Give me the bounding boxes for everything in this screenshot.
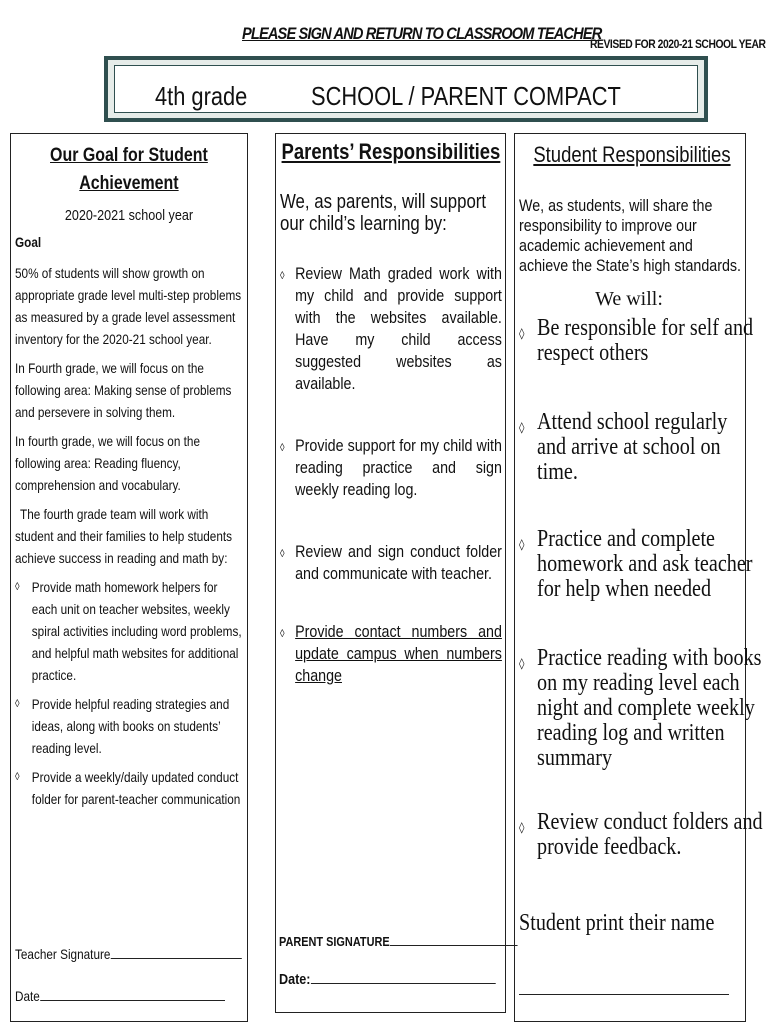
- list-item: [519, 527, 767, 602]
- diamond-bullet-icon: ◊: [519, 421, 525, 434]
- we-will-label: We will:: [595, 288, 663, 310]
- signature-line: [390, 931, 518, 946]
- school-year: 2020-2021 school year: [64, 207, 194, 224]
- list-item-text: Provide a weekly/daily updated conduct folder for parent-teacher communication: [31, 769, 241, 807]
- revision-note: REVISED FOR 2020-21 SCHOOL YEAR: [590, 37, 766, 51]
- title-inner-border: [114, 65, 698, 113]
- student-column: [514, 133, 763, 1022]
- return-instruction: PLEASE SIGN AND RETURN TO CLASSROOM TEACHER: [242, 24, 602, 43]
- list-item-text: Practice reading with books on my reading level each night and complete weekly reading log and written summary: [537, 645, 762, 771]
- teacher-signature-field[interactable]: [15, 944, 241, 962]
- parent-column: [275, 133, 506, 1013]
- list-item-text: Be responsible for self and respect others: [537, 315, 754, 366]
- list-item-text: Review Math graded work with my child and provide support with the websites available. Have my child access suggested websites as available.: [295, 264, 502, 393]
- list-item-text: Provide helpful reading strategies and ideas, along with books on students’ reading level.: [31, 696, 230, 756]
- student-name-line[interactable]: [519, 994, 729, 995]
- parent-column-heading: Parents’ Responsibilities: [281, 139, 501, 164]
- diamond-bullet-icon: ◊: [519, 821, 525, 834]
- diamond-bullet-icon: ◊: [280, 442, 285, 454]
- student-intro: We, as students, will share the responsibility to improve our academic achievement and achieve the State’s high standards.: [519, 196, 742, 275]
- diamond-bullet-icon: ◊: [280, 628, 285, 640]
- list-item: [280, 621, 502, 687]
- list-item: [280, 263, 502, 395]
- diamond-bullet-icon: ◊: [519, 657, 525, 670]
- list-item-text: Provide math homework helpers for each unit on teacher websites, weekly spiral activities including word problems, and helpful math websites for additional practice.: [31, 579, 242, 683]
- diamond-bullet-icon: ◊: [15, 771, 20, 783]
- goal-paragraph: The fourth grade team will work with student and their families to help students achieve success in reading and math by:: [15, 506, 233, 566]
- list-item: [280, 435, 502, 501]
- goal-paragraph: In fourth grade, we will focus on the following area: Reading fluency, comprehension and vocabulary.: [15, 433, 200, 493]
- diamond-bullet-icon: ◊: [280, 548, 285, 560]
- teacher-date-field[interactable]: [15, 986, 225, 1004]
- list-item: [519, 410, 767, 485]
- goal-paragraph: In Fourth grade, we will focus on the following area: Making sense of problems and persevere in solving them.: [15, 360, 232, 420]
- parent-date-field[interactable]: [279, 969, 495, 988]
- teacher-signature-label: Teacher Signature: [15, 946, 111, 962]
- student-name-label: Student print their name: [519, 910, 715, 936]
- list-item-text: Review and sign conduct folder and communicate with teacher.: [295, 542, 502, 583]
- student-column-heading: Student Responsibilities: [533, 142, 731, 167]
- diamond-bullet-icon: ◊: [280, 270, 285, 282]
- goal-column: [10, 133, 248, 1022]
- teacher-commitments-list: [15, 576, 243, 810]
- list-item: [15, 766, 243, 810]
- goal-column-heading: Our Goal for Student Achievement: [50, 145, 208, 194]
- date-line: [311, 969, 496, 984]
- parent-signature-label: PARENT SIGNATURE: [279, 934, 390, 949]
- list-item-text: Review conduct folders and provide feedback.: [537, 809, 763, 860]
- parent-intro: We, as parents, will support our child’s learning by:: [280, 191, 487, 235]
- diamond-bullet-icon: ◊: [15, 581, 20, 593]
- list-item: [519, 810, 767, 860]
- diamond-bullet-icon: ◊: [519, 538, 525, 551]
- list-item: [280, 541, 502, 585]
- list-item: [15, 693, 243, 759]
- goal-paragraph: 50% of students will show growth on appropriate grade level multi-step problems as measured by a grade level assessment inventory for the 2020-21 school year.: [15, 265, 242, 347]
- date-line: [40, 986, 225, 1001]
- list-item: [519, 646, 767, 771]
- grade-label: 4th grade: [155, 81, 248, 111]
- list-item-text: Attend school regularly and arrive at school on time.: [537, 409, 728, 485]
- list-item: [519, 316, 767, 366]
- signature-line: [110, 944, 241, 959]
- list-item-text: Practice and complete homework and ask teacher for help when needed: [537, 526, 753, 602]
- parent-signature-field[interactable]: [279, 931, 517, 949]
- list-item-text: Provide support for my child with reading practice and sign weekly reading log.: [295, 436, 502, 499]
- diamond-bullet-icon: ◊: [519, 327, 525, 340]
- date-label: Date: [15, 988, 40, 1004]
- goal-label: Goal: [15, 234, 42, 250]
- diamond-bullet-icon: ◊: [15, 698, 20, 710]
- list-item: [15, 576, 243, 686]
- list-item-text: Provide contact numbers and update campus when numbers change: [295, 622, 502, 685]
- date-label: Date:: [279, 971, 311, 988]
- compact-title: SCHOOL / PARENT COMPACT: [311, 81, 621, 111]
- title-banner: [104, 56, 708, 122]
